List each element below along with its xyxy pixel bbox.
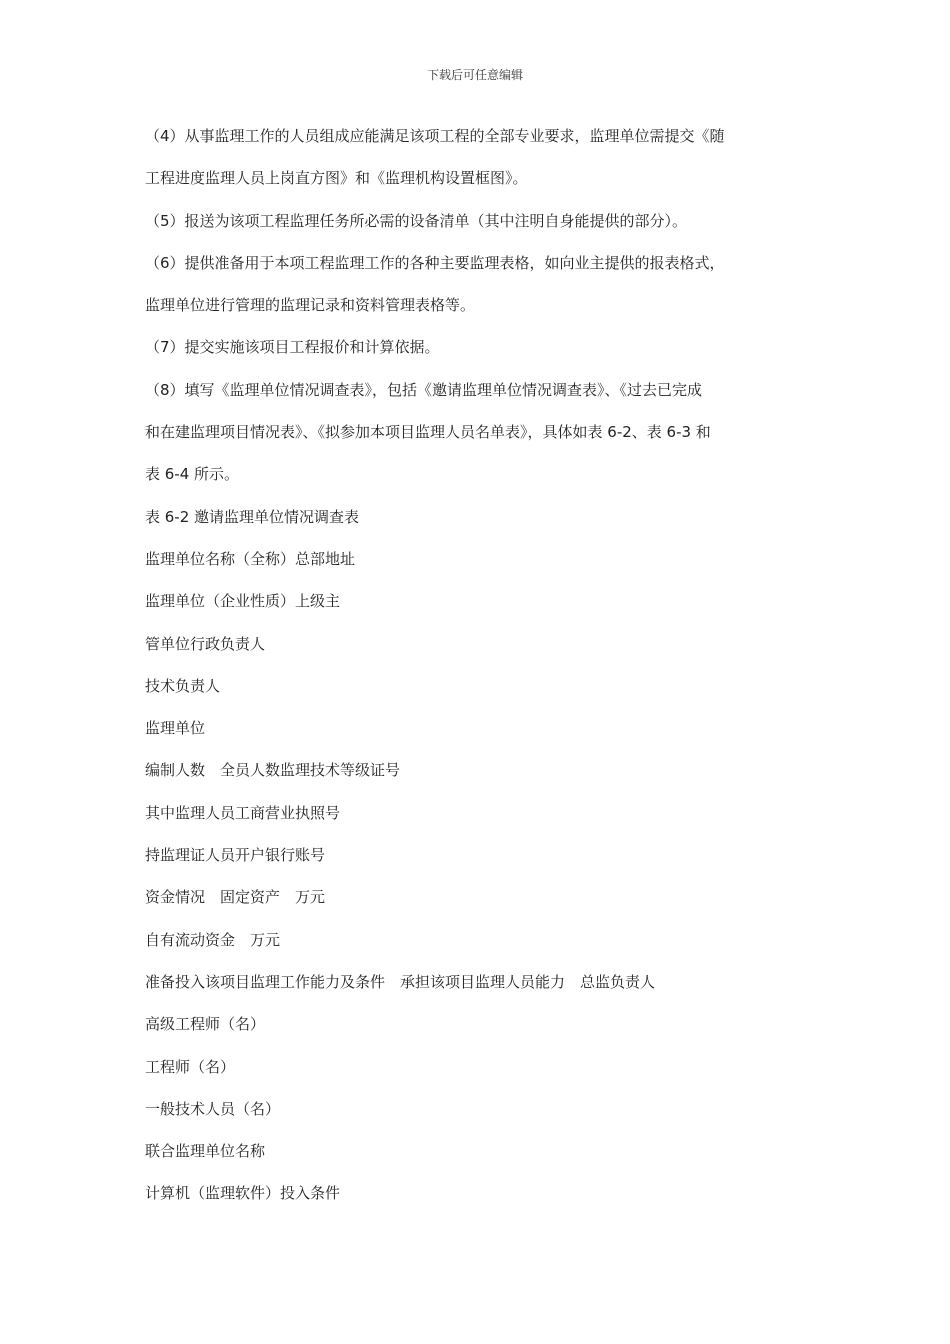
text-line: 和在建监理项目情况表》、《拟参加本项目监理人员名单表》，具体如表 6-2、表 6-3 和 [145, 423, 711, 442]
table-text-line: 管单位行政负责人 [145, 634, 266, 653]
document-body [145, 122, 805, 1222]
table-text-line: 工程师（名） [145, 1057, 236, 1076]
table-text-line: 监理单位名称（全称）总部地址 [145, 549, 356, 568]
table-text-line: 编制人数 全员人数监理技术等级证号 [145, 761, 401, 780]
text-line: 工程进度监理人员上岗直方图》和《监理机构设置框图》。 [145, 169, 528, 188]
text-line: （8）填写《监理单位情况调查表》，包括《邀请监理单位情况调查表》、《过去已完成 [145, 380, 703, 399]
table-text-line: 监理单位（企业性质）上级主 [145, 592, 341, 611]
table-text-line: 准备投入该项目监理工作能力及条件 承担该项目监理人员能力 总监负责人 [145, 972, 656, 991]
text-line: （7）提交实施该项目工程报价和计算依据。 [145, 338, 440, 357]
text-line: （4）从事监理工作的人员组成应能满足该项工程的全部专业要求，监理单位需提交《随 [145, 127, 725, 145]
table-text-line: 持监理证人员开户银行账号 [145, 846, 326, 865]
table-text-line: 技术负责人 [145, 676, 221, 695]
page-header: 下载后可任意编辑 [426, 68, 523, 82]
table-text-line: 一般技术人员（名） [145, 1099, 281, 1118]
text-line: 监理单位进行管理的监理记录和资料管理表格等。 [145, 296, 476, 315]
table-text-line: 监理单位 [145, 719, 206, 738]
table-text-line: 高级工程师（名） [145, 1015, 266, 1034]
table-text-line: 其中监理人员工商营业执照号 [145, 803, 341, 822]
text-line: （6）提供准备用于本项工程监理工作的各种主要监理表格，如向业主提供的报表格式， [145, 253, 725, 272]
table-text-line: 联合监理单位名称 [145, 1142, 266, 1161]
table-text-line: 计算机（监理软件）投入条件 [145, 1184, 341, 1203]
table-text-line: 自有流动资金 万元 [145, 930, 281, 949]
table-caption: 表 6-2 邀请监理单位情况调查表 [145, 507, 360, 526]
text-line: 表 6-4 所示。 [145, 465, 240, 484]
table-text-line: 资金情况 固定资产 万元 [145, 888, 326, 907]
text-line: （5）报送为该项工程监理任务所必需的设备清单（其中注明自身能提供的部分）。 [145, 211, 688, 230]
